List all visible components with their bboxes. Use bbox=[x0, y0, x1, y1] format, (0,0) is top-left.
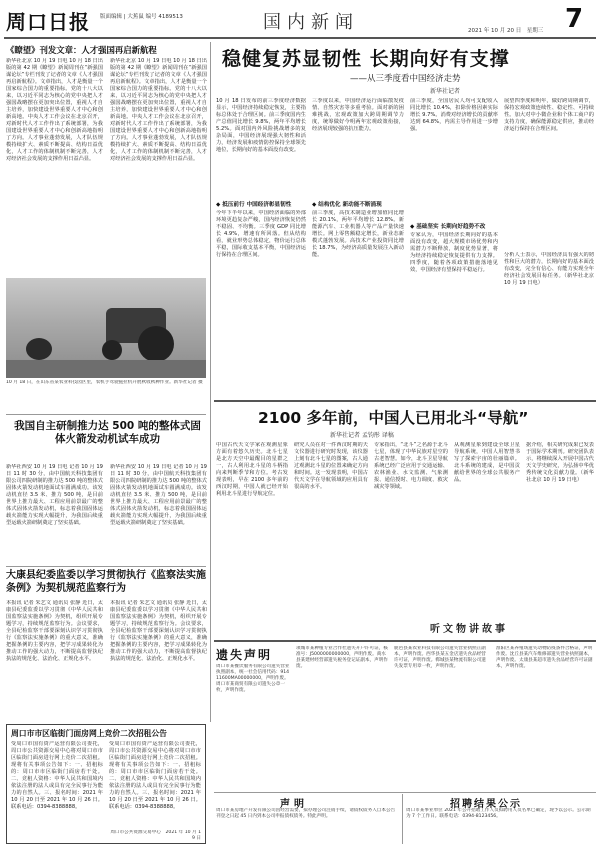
lost-notice-col3: 鹿邑县某农业科技有限公司遗失营业执照正副本，声明作废。西华县某五金店遗失食品经营许可证，声明作废。郸城县某物流有限公司遗失发票专用章一枚，声明作废。 bbox=[394, 646, 486, 669]
page-number: 7 bbox=[565, 4, 584, 34]
economy-bottom-rule bbox=[214, 400, 596, 402]
article-rocket-body-2: 新华社西安 10 月 19 日电 记者 10 月 19 日 11 时 30 分，由中国航天科技集团有限公司四院研制的推力达 500 吨的整体式固体火箭发动机地面试车圆满成功。该发动机直径 3.5 米、推力 500 吨，是目前世界上推力最大、工程应用前景最广的整体式固体火箭发动机，标志着我国固体运载火箭能力实现大幅提升，为我国后续重型运载火箭研制奠定了坚实基础。 bbox=[110, 464, 207, 526]
edition-info: 版面编辑 | 大蕉鼠 编号 4189513 bbox=[100, 14, 183, 20]
article-taikang-body-2: 本报讯 记者 朱艺文 通讯员 张静 近日，太康县纪委监委以学习贯彻《中华人民共和国监察法实施条例》为契机，组织开展专题学习，持续规范监察行为。会议要求，全县纪检监察干部要深刻认识学习贯彻执行《监察法实施条例》的重大意义，准确把握条例的主要内容，把学习成果转化为推动工作的强大动力，不断提高监督执纪执法的规范化、法治化、正规化水平。 bbox=[110, 600, 207, 662]
masthead-rule bbox=[4, 37, 596, 39]
economy-col3-para2: 专家认为，中国经济长期向好的基本面没有改变，超大规模市场优势和内需潜力不断释放，制度优势显著，将为经济持续稳定恢复提供有力支撑。四季度，随着各项政策措施落地见效，中国经济有望保持平稳运行。 bbox=[410, 232, 498, 273]
economy-col2-para2: 前三季度，高技术制造业增加值同比增长 20.1%，两年平均增长 12.8%。新能源汽车、工业机器人等产品产量快速增长。网上零售额稳定增长，新业态新模式蓬勃发展。高技术产业投资同比增长 18.7%，为经济高质量发展注入新动能。 bbox=[312, 210, 404, 258]
beidou-col4: 从观测星象到建设全球卫星导航系统，中国人用智慧书写了探索宇宙的壮丽篇章。北斗系统的建成，是中国贡献给世界的全球公共服务产品。 bbox=[454, 442, 520, 483]
economy-col1-para2: 今年下半年以来，中国经济面临的外部环境更趋复杂严峻，国内经济恢复仍然不稳固、不均衡。三季度 GDP 同比增长 4.9%，增速有所回落。但从结构看，就业形势总体稳定，物价运行总体平稳，国际收支基本平衡，中国经济运行保持在合理区间。 bbox=[216, 210, 306, 258]
beidou-col2: 研究人员在对一件西汉时期的天文仪器进行研究时发现，该仪器上刻有北斗七星的图案，古人通过观测北斗星的位置来确定方向和时间。这一发现表明，中国古代天文学在导航领域的应用具有很高的水平。 bbox=[294, 442, 368, 490]
rental-notice-body-1: 受周口市国有资产运营有限公司委托，周口市公共资源交易中心将对周口市市区临街门面房进行网上竞价二次招租。现将有关事项公告如下：一、招租标的：周口市市区临街门面房若干处。二、竞租人资格：中华人民共和国境内依法注册的法人或具有完全民事行为能力的自然人。三、报名时间：2021 年 10 月 20 日至 2021 年 10 月 26 日。联系电话：0394-8388888。 bbox=[11, 741, 103, 810]
article-rencai-body-2: 新华社北京 10 月 19 日电 10 月 18 日出版的第 42 期《瞭望》新闻周刊在“新强国谋论坛”专栏刊发了记者的文章《人才强国再启新航程》。文章指出，人才是衡量一个国家综合国力的重要指标。党的十八大以来，以习近平同志为核心的党中央把人才强国战略摆在更加突出位置，重视人才自主培养，加快建设世界重要人才中心和创新高地。中央人才工作会议在北京召开，对新时代人才工作作出了系统部署，为我国建设世界重要人才中心和创新高地指明了方向。人才事业蓬勃发展，人才队伍规模持续扩大、素质不断提高、结构日益优化，人才工作的体制机制不断完善，人才对经济社会发展的支撑作用日益凸显。 bbox=[110, 58, 207, 162]
article-rocket-body-1: 新华社西安 10 月 19 日电 记者 10 月 19 日 11 时 30 分，由中国航天科技集团有限公司四院研制的推力达 500 吨的整体式固体火箭发动机地面试车圆满成功。该发动机直径 3.5 米、推力 500 吨，是目前世界上推力最大、工程应用前景最广的整体式固体火箭发动机，标志着我国固体运载火箭能力实现大幅提升，为我国后续重型运载火箭研制奠定了坚实基础。 bbox=[6, 464, 103, 526]
beidou-col3: 专家指出，“北斗”之名源于北斗七星，体现了中华民族对星空的古老智慧。如今，北斗卫星导航系统已经广泛应用于交通运输、农林渔业、水文监测、气象测报、通信授时、电力调度、救灾减灾等领域。 bbox=[374, 442, 448, 490]
headline-beidou: 2100 多年前，中国人已用北斗“导航” bbox=[258, 409, 529, 427]
masthead bbox=[0, 0, 600, 38]
section-title: 国内新闻 bbox=[263, 12, 359, 33]
beidou-col1: 中国古代天文学家在观测星象方面有着悠久历史。北斗七星是北方天空中最醒目的星群之一，古人利用北斗星的斗柄指向来判断季节和方位。考古发现表明，早在 2100 多年前的西汉时期，中国人就已经开始利用北斗星进行导航定位。 bbox=[216, 442, 288, 497]
article-rocket-title: 我国自主研制推力达 500 吨的整体式固体火箭发动机试车成功 bbox=[14, 420, 201, 445]
tractor-wheel-front bbox=[102, 340, 122, 360]
rental-notice-title: 周口市市区临街门面房网上竞价二次招租公告 bbox=[11, 729, 167, 738]
left-rule-2 bbox=[6, 566, 206, 567]
field-ground bbox=[6, 360, 206, 378]
byline-economy: 新华社记者 bbox=[430, 88, 461, 95]
notices-divider bbox=[402, 794, 403, 844]
article-taikang-title: 大康县纪委监委以学习贯彻执行《监察法实施条例》为契机规范监察行为 bbox=[6, 570, 206, 594]
article-taikang-body-1: 本报讯 记者 朱艺文 通讯员 张静 近日，太康县纪委监委以学习贯彻《中华人民共和国监察法实施条例》为契机，组织开展专题学习，持续规范监察行为。会议要求，全县纪检监察干部要深刻认识学习贯彻执行《监察法实施条例》的重大意义，准确把握条例的主要内容，把学习成果转化为推动工作的强大动力，不断提高监督执纪执法的规范化、法治化、正规化水平。 bbox=[6, 600, 103, 662]
left-rule-1 bbox=[6, 414, 206, 415]
article-rencai-body-1: 新华社北京 10 月 19 日电 10 月 18 日出版的第 42 期《瞭望》新闻周刊在“新强国谋论坛”专栏刊发了记者的文章《人才强国再启新航程》。文章指出，人才是衡量一个国家综合国力的重要指标。党的十八大以来，以习近平同志为核心的党中央把人才强国战略摆在更加突出位置，重视人才自主培养，加快建设世界重要人才中心和创新高地。中央人才工作会议在北京召开，对新时代人才工作作出了系统部署，为我国建设世界重要人才中心和创新高地指明了方向。人才事业蓬勃发展，人才队伍规模持续扩大、素质不断提高、结构日益优化，人才工作的体制机制不断完善，人才对经济社会发展的支撑作用日益凸显。 bbox=[6, 58, 103, 162]
recruit-result-title: 招聘结果公示 bbox=[450, 799, 522, 810]
rental-notice-body-2: 受周口市国有资产运营有限公司委托，周口市公共资源交易中心将对周口市市区临街门面房进行网上竞价二次招租。现将有关事项公告如下：一、招租标的：周口市市区临街门面房若干处。二、竞租人资格：中华人民共和国境内依法注册的法人或具有完全民事行为能力的自然人。三、报名时间：2021 年 10 月 20 日至 2021 年 10 月 26 日。联系电话：0394-8388888。 bbox=[109, 741, 201, 810]
lost-notice-col4: 淮阳区某养殖场遗失动物防疫条件合格证，声明作废。沈丘县某汽车维修部遗失营业执照副本，声明作废。太康县某超市遗失食品经营许可证副本，声明作废。 bbox=[496, 646, 593, 669]
column-label-wenwu: 听文物讲故事 bbox=[430, 624, 508, 635]
economy-col1-para1: 10 月 18 日发布的前三季度经济数据显示，中国经济持续稳定恢复，主要指标总体处于合理区间。前三季度国内生产总值同比增长 9.8%，两年平均增长 5.2%。面对国内外风险挑战增多的复杂局面，中国经济展现强大韧性和活力，经济发展和疫情防控保持全球领先地位，长期向好的基本面没有改变。 bbox=[216, 98, 306, 153]
newspaper-logo: 周口日报 bbox=[6, 10, 90, 34]
statement-title: 声明 bbox=[280, 799, 308, 810]
economy-col2-para1: 三季度以来，中国经济运行面临散发疫情、自然灾害等多重考验。面对新的困难挑战，宏观政策加大跨周期调节力度，统筹做好今明两年宏观政策衔接，经济展现较强的抗压能力。 bbox=[312, 98, 404, 132]
rental-notice-footer: 周口市公共资源交易中心 2021 年 10 月 19 日 bbox=[110, 830, 201, 841]
statement-body: 周口市某房地产开发有限公司因经营需要，拟办理公司注销手续，请债权债务人自本公告刊登之日起 45 日内到本公司申报债权债务。特此声明。 bbox=[216, 808, 396, 819]
headline-economy: 稳健复苏显韧性 长期向好有支撑 bbox=[222, 48, 510, 70]
economy-col1-subhead: ◆ 抵压前行 中国经济彰显韧性 bbox=[216, 202, 292, 208]
economy-col3-para1: 前三季度，全国居民人均可支配收入同比增长 10.4%，扣除价格因素实际增长 9.7%。消费对经济增长的贡献率达到 64.8%，内需主导作用进一步增强。 bbox=[410, 98, 498, 132]
lost-notice-title: 遗失声明 bbox=[216, 648, 273, 662]
economy-col2-subhead: ◆ 结构优化 新动能不断涌现 bbox=[312, 202, 382, 208]
notices-top-rule bbox=[214, 640, 596, 642]
economy-col4-para2: 分析人士表示，中国经济具有强大的韧性和巨大的潜力，长期向好的基本面没有改变，完全有信心、有能力实现全年经济社会发展目标任务。（新华社北京 10 月 19 日电） bbox=[504, 252, 594, 286]
tractor-wheel-small bbox=[26, 338, 52, 360]
issue-date: 2021 年 10 月 20 日 星期三 bbox=[468, 28, 544, 34]
article-rencai-title: 《瞭望》刊发文章：人才强国再启新航程 bbox=[6, 45, 157, 55]
economy-col3-subhead: ◆ 基础坚实 长期向好趋势不改 bbox=[410, 224, 486, 230]
economy-col4-para1: 展望四季度和明年，做好跨周期调节，保持宏观政策连续性、稳定性、可持续性。加大对中小微企业和个体工商户的支持力度，确保能源稳定供应，推动经济运行保持在合理区间。 bbox=[504, 98, 594, 132]
notices-bottom-rule bbox=[214, 792, 596, 793]
tractor-photo-caption: 10 月 18 日，在山东省某农业科技园区里，农机手驾驶拖拉机开展秋收秋种作业。新华社记者 摄 bbox=[6, 380, 203, 385]
tractor-wheel-rear bbox=[138, 326, 174, 362]
byline-beidou: 新华社记者 孟钧彤 译稿 bbox=[330, 432, 394, 439]
lost-notice-col1: 周口市某餐饮服务有限公司遗失营业执照副本，统一社会信用代码：91411600MA00000000，声明作废。周口市某商贸有限公司遗失公章一枚，声明作废。 bbox=[216, 664, 290, 693]
rental-notice-box bbox=[6, 724, 206, 844]
left-column-divider bbox=[210, 42, 211, 722]
lost-notice-col2: 项城市某种植专业合作社遗失开户许可证，核准号：J5000000000000，声明作废。商水县某建材经营部遗失税务登记证副本，声明作废。 bbox=[296, 646, 388, 669]
beidou-col5: 据介绍，相关研究成果已发表于国际学术期刊。研究团队表示，将继续深入开展中国古代天文学史研究，为弘扬中华优秀传统文化贡献力量。（新华社北京 10 月 19 日电） bbox=[526, 442, 594, 483]
tractor-photo bbox=[6, 278, 206, 378]
recruit-result-body: 周口市某事业单位 2021 年公开招聘工作人员拟聘用人员名单已确定，现予以公示。公示期为 7 个工作日。联系电话：0394-8123456。 bbox=[406, 808, 591, 819]
subheadline-economy: ——从三季度看中国经济走势 bbox=[350, 74, 461, 84]
